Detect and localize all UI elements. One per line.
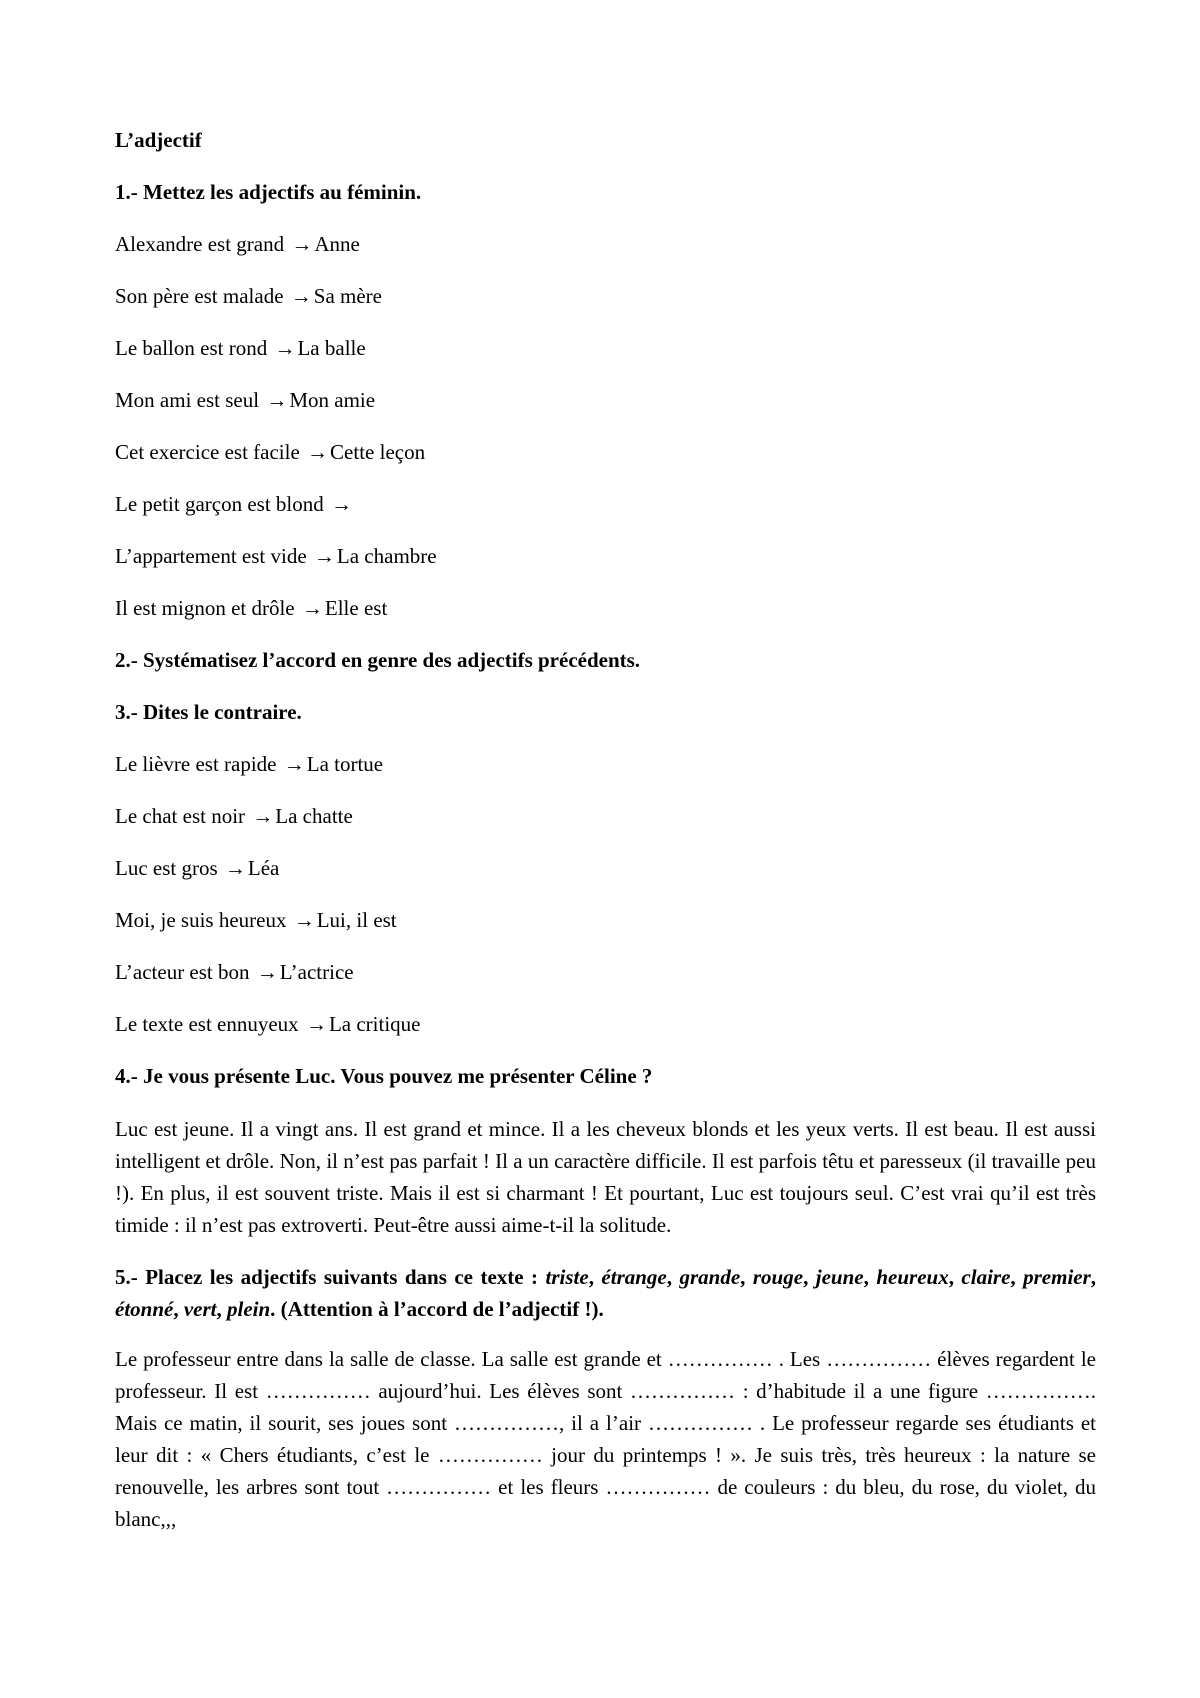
- feminine-exercise-item: [115, 593, 1096, 623]
- feminine-exercise-item-left: Alexandre est grand: [115, 232, 285, 256]
- opposite-exercise-item: [115, 801, 1096, 831]
- opposite-exercise-item-left: Le lièvre est rapide: [115, 752, 277, 776]
- adjective-word: vert: [183, 1297, 217, 1321]
- right-arrow-icon: →: [266, 388, 288, 412]
- opposite-exercise-item-right: L’actrice: [279, 960, 354, 984]
- adjective-separator: ,: [803, 1265, 816, 1289]
- right-arrow-icon: →: [307, 440, 329, 464]
- feminine-exercise-item: [115, 229, 1096, 259]
- adjective-word: heureux: [876, 1265, 949, 1289]
- opposite-exercise-item: [115, 905, 1096, 935]
- feminine-exercise-item-left: L’appartement est vide: [115, 544, 307, 568]
- right-arrow-icon: →: [283, 752, 305, 776]
- adjective-word: étrange: [601, 1265, 667, 1289]
- feminine-exercise-item-left: Le petit garçon est blond: [115, 492, 324, 516]
- feminine-exercise-item-right: La chambre: [336, 544, 437, 568]
- right-arrow-icon: →: [252, 804, 274, 828]
- adjective-word: triste: [545, 1265, 589, 1289]
- adjective-word: claire: [961, 1265, 1011, 1289]
- section-5-paragraph: Le professeur entre dans la salle de classe. La salle est grande et …………… . Les …………… élèves regardent le professeur. Il est …………… aujourd’hui. Les élèves sont …………… : d’habitude il a une figure ……………. Mais ce matin, il sourit, ses joues sont ……………, il a l’air …………… . Le professeur regarde ses étudiants et leur dit : « Chers étudiants, c’est le …………… jour du printemps ! ». Je suis très, très heureux : la nature se renouvelle, les arbres sont tout …………… et les fleurs …………… de couleurs : du bleu, du rose, du violet, du blanc,,,: [115, 1347, 1096, 1531]
- feminine-exercise-item: [115, 437, 1096, 467]
- right-arrow-icon: →: [301, 596, 323, 620]
- opposite-exercise-item-left: Le texte est ennuyeux: [115, 1012, 299, 1036]
- adjective-separator: ,: [216, 1297, 227, 1321]
- document-title: L’adjectif: [115, 128, 202, 152]
- adjective-word: rouge: [752, 1265, 804, 1289]
- feminine-exercise-item: [115, 281, 1096, 311]
- feminine-exercise-item-right: La balle: [297, 336, 366, 360]
- opposite-exercise-item: [115, 749, 1096, 779]
- section-3-heading: 3.- Dites le contraire.: [115, 700, 302, 724]
- right-arrow-icon: →: [305, 1012, 327, 1036]
- feminine-exercise-item-left: Le ballon est rond: [115, 336, 268, 360]
- right-arrow-icon: →: [274, 336, 296, 360]
- opposite-exercise-item: [115, 1009, 1096, 1039]
- feminine-exercise-item: [115, 385, 1096, 415]
- feminine-exercise-item-right: Sa mère: [313, 284, 383, 308]
- opposite-exercise-item: [115, 853, 1096, 883]
- adjective-word: étonné: [115, 1297, 174, 1321]
- opposite-exercise-item-left: Luc est gros: [115, 856, 218, 880]
- adjective-separator: ,: [740, 1265, 753, 1289]
- feminine-exercise-item-left: Mon ami est seul: [115, 388, 260, 412]
- adjective-separator: ,: [1090, 1265, 1097, 1289]
- feminine-exercise-item-left: Son père est malade: [115, 284, 284, 308]
- opposite-exercise-item-right: Lui, il est: [316, 908, 397, 932]
- feminine-exercise-item-left: Cet exercice est facile: [115, 440, 300, 464]
- feminine-exercise-item: [115, 333, 1096, 363]
- adjective-separator: ,: [173, 1297, 184, 1321]
- right-arrow-icon: →: [331, 492, 353, 516]
- section-4-heading: 4.- Je vous présente Luc. Vous pouvez me présenter Céline ?: [115, 1064, 653, 1088]
- section-2-heading: 2.- Systématisez l’accord en genre des adjectifs précédents.: [115, 648, 641, 672]
- section-5-heading: [115, 1261, 1096, 1325]
- feminine-exercise-item-right: Mon amie: [289, 388, 376, 412]
- right-arrow-icon: →: [224, 856, 246, 880]
- section-3-list: [115, 749, 1096, 1039]
- opposite-exercise-item-right: Léa: [247, 856, 280, 880]
- adjective-word: premier: [1023, 1265, 1091, 1289]
- opposite-exercise-item-right: La chatte: [275, 804, 353, 828]
- right-arrow-icon: →: [293, 908, 315, 932]
- feminine-exercise-item-right: Elle est: [324, 596, 388, 620]
- feminine-exercise-item-left: Il est mignon et drôle: [115, 596, 295, 620]
- feminine-exercise-item: [115, 541, 1096, 571]
- opposite-exercise-item-left: L’acteur est bon: [115, 960, 250, 984]
- section-5-heading-suffix: . (Attention à l’accord de l’adjectif !).: [270, 1297, 604, 1321]
- section-4-paragraph: Luc est jeune. Il a vingt ans. Il est grand et mince. Il a les cheveux blonds et les yeux verts. Il est beau. Il est aussi intelligent et drôle. Non, il n’est pas parfait ! Il a un caractère difficile. Il est parfois têtu et paresseux (il travaille peu !). En plus, il est souvent triste. Mais il est si charmant ! Et pourtant, Luc est toujours seul. C’est vrai qu’il est très timide : il n’est pas extroverti. Peut-être aussi aime-t-il la solitude.: [115, 1117, 1096, 1237]
- right-arrow-icon: →: [291, 232, 313, 256]
- right-arrow-icon: →: [256, 960, 278, 984]
- opposite-exercise-item: [115, 957, 1096, 987]
- right-arrow-icon: →: [290, 284, 312, 308]
- adjective-separator: ,: [1010, 1265, 1024, 1289]
- adjective-separator: ,: [666, 1265, 680, 1289]
- section-1-list: [115, 229, 1096, 623]
- opposite-exercise-item-left: Moi, je suis heureux: [115, 908, 287, 932]
- adjective-separator: ,: [948, 1265, 962, 1289]
- adjective-word: grande: [679, 1265, 741, 1289]
- opposite-exercise-item-right: La critique: [328, 1012, 421, 1036]
- feminine-exercise-item-right: Cette leçon: [330, 440, 426, 464]
- feminine-exercise-item-right: Anne: [314, 232, 360, 256]
- section-1-heading: 1.- Mettez les adjectifs au féminin.: [115, 180, 422, 204]
- adjective-word: jeune: [815, 1265, 864, 1289]
- adjective-word: plein: [227, 1297, 271, 1321]
- right-arrow-icon: →: [313, 544, 335, 568]
- feminine-exercise-item: [115, 489, 1096, 519]
- adjective-separator: ,: [588, 1265, 602, 1289]
- section-5-heading-prefix: 5.- Placez les adjectifs suivants dans ce texte :: [115, 1265, 546, 1289]
- opposite-exercise-item-left: Le chat est noir: [115, 804, 246, 828]
- adjective-separator: ,: [863, 1265, 877, 1289]
- opposite-exercise-item-right: La tortue: [306, 752, 384, 776]
